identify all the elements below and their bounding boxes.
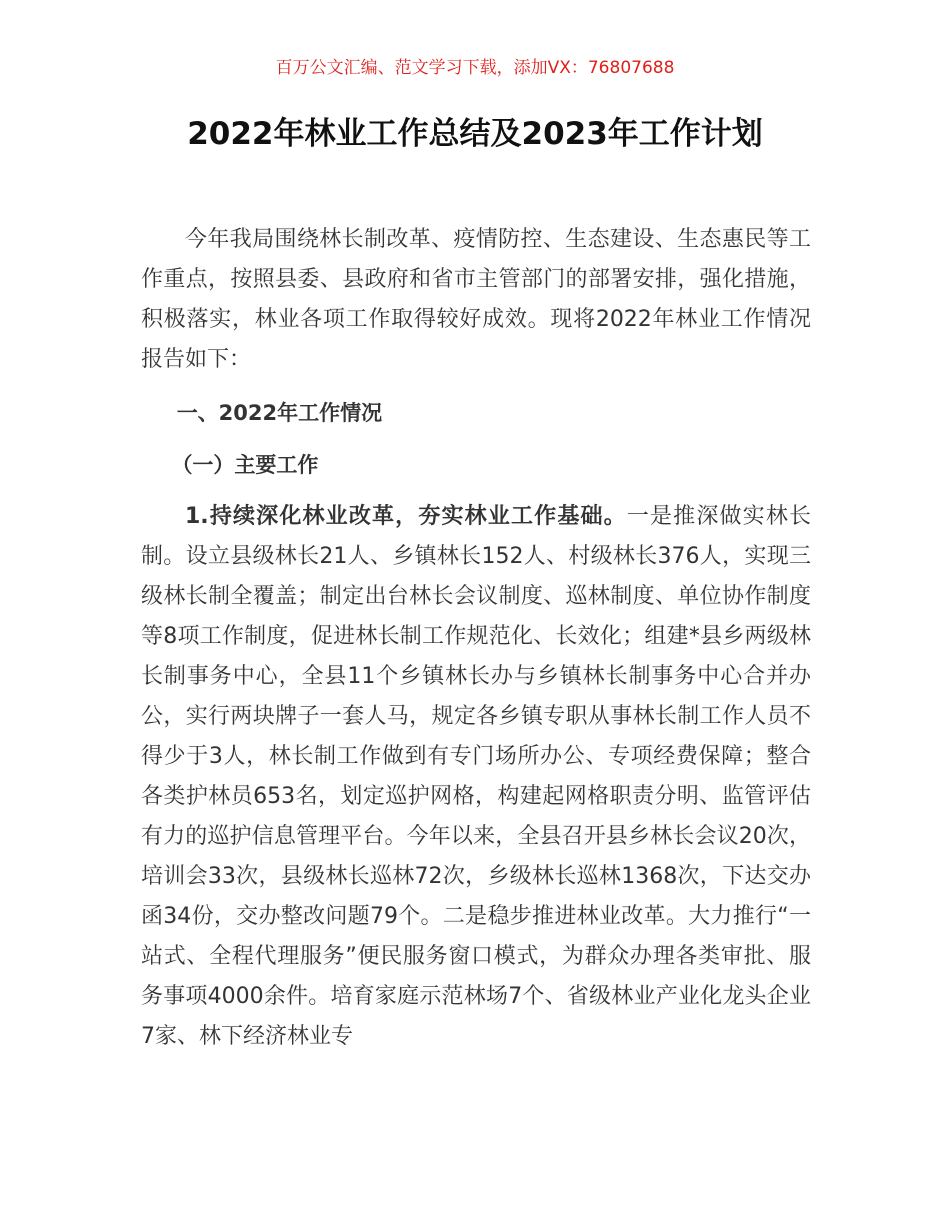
intro-paragraph: 今年我局围绕林长制改革、疫情防控、生态建设、生态惠民等工作重点，按照县委、县政府和省市主管部门的部署安排，强化措施，积极落实，林业各项工作取得较好成效。现将2022年林业工作情况报告如下： (141, 227, 811, 372)
document-body (141, 220, 811, 1057)
item1-paragraph (141, 497, 811, 1057)
item1-body: 一是推深做实林长制。设立县级林长21人、乡镇林长152人、村级林长376人，实现三级林长制全覆盖；制定出台林长会议制度、巡林制度、单位协作制度等8项工作制度，促进林长制工作规范化、长效化；组建*县乡两级林长制事务中心，全县11个乡镇林长办与乡镇林长制事务中心合并办公，实行两块牌子一套人马，规定各乡镇专职从事林长制工作人员不得少于3人，林长制工作做到有专门场所办公、专项经费保障；整合各类护林员653名，划定巡护网格，构建起网格职责分明、监管评估有力的巡护信息管理平台。今年以来，全县召开县乡林长会议20次，培训会33次，县级林长巡林72次，乡级林长巡林1368次，下达交办函34份，交办整改问题79个。二是稳步推进林业改革。大力推行“一站式、全程代理服务”便民服务窗口模式，为群众办理各类审批、服务事项4000余件。培育家庭示范林场7个、省级林业产业化龙头企业7家、林下经济林业专 (141, 504, 811, 1049)
header-note: 百万公文汇编、范文学习下载，添加VX：76807688 (275, 58, 675, 78)
section-heading: 一、2022年工作情况 (176, 401, 383, 425)
item1-lead: 1.持续深化林业改革，夯实林业工作基础。 (185, 504, 627, 529)
document-title: 2022年林业工作总结及2023年工作计划 (187, 116, 763, 152)
subsection-heading: （一）主要工作 (171, 453, 319, 477)
